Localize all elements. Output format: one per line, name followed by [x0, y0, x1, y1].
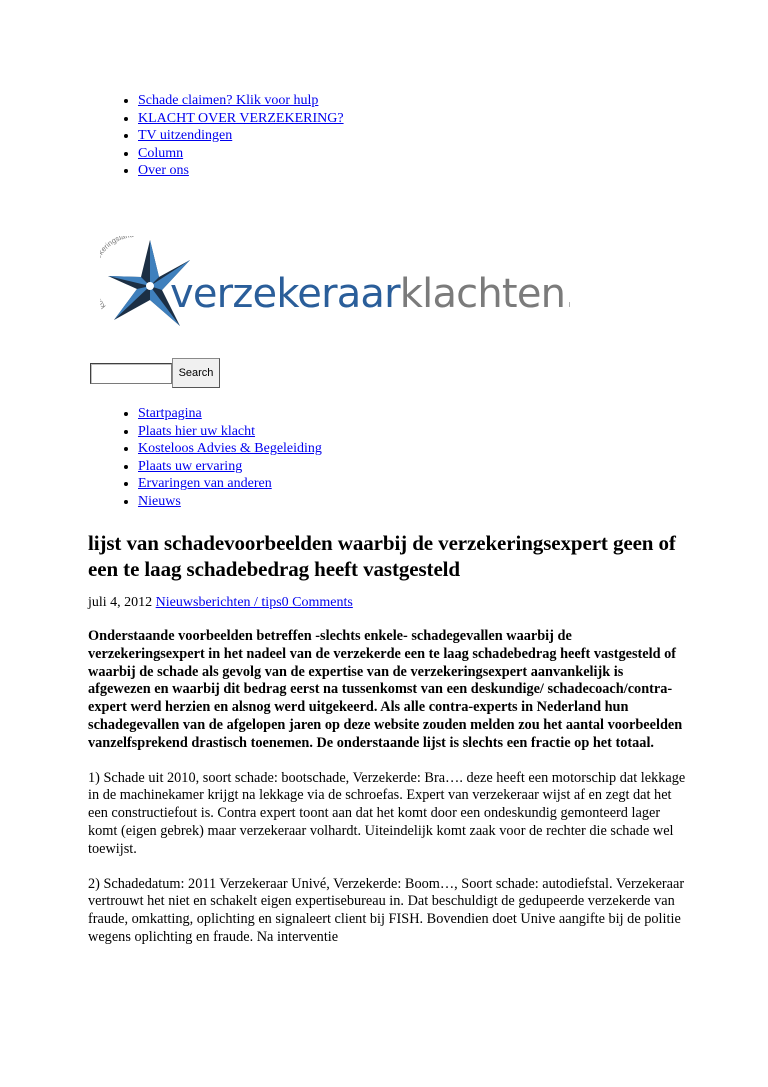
- main-nav-item-ervaring[interactable]: [138, 458, 500, 476]
- main-nav-link[interactable]: Startpagina: [138, 406, 202, 421]
- search-button[interactable]: Search: [172, 358, 220, 388]
- top-nav-item-column[interactable]: [138, 145, 500, 163]
- svg-text:verzekeraarklachten.nl: [170, 271, 570, 317]
- top-nav-link[interactable]: KLACHT OVER VERZEKERING?: [138, 110, 344, 126]
- article-meta: [88, 594, 688, 612]
- main-nav-item-ervaringen-anderen[interactable]: [138, 475, 500, 493]
- top-nav-link[interactable]: Column: [138, 145, 184, 161]
- top-nav-link[interactable]: TV uitzendingen: [138, 128, 233, 144]
- main-nav-item-advies[interactable]: [138, 440, 500, 458]
- site-logo[interactable]: [100, 236, 570, 328]
- top-nav-link[interactable]: Over ons: [138, 163, 189, 179]
- top-navigation: [0, 92, 500, 180]
- main-nav-item-startpagina[interactable]: [138, 405, 500, 423]
- top-nav-item-tv[interactable]: [138, 127, 500, 145]
- top-nav-item-schade-claimen[interactable]: [138, 92, 500, 110]
- main-nav-link[interactable]: Kosteloos Advies & Begeleiding: [138, 441, 322, 457]
- article-comments-link[interactable]: 0 Comments: [281, 595, 353, 610]
- main-nav-link[interactable]: Nieuws: [138, 493, 181, 509]
- top-nav-item-over-ons[interactable]: [138, 162, 500, 180]
- logo-text-main: verzekeraar: [170, 271, 400, 317]
- article-date: juli 4, 2012: [88, 595, 153, 610]
- main-nav-item-nieuws[interactable]: [138, 493, 500, 511]
- article-paragraph-2: 2) Schadedatum: 2011 Verzekeraar Univé, Verzekerde: Boom…, Soort schade: autodiefstal. Verzekeraar vertrouwt het niet en schakelt eigen expertisebureau in. Dat beschuldigt de gedupeerde verzekerde van fraude, omkatting, oplichting en signaleert client bij FISH. Bovendien doet Unive aangifte bij de politie wegens oplichting en fraude. Na interventie: [88, 875, 685, 945]
- logo-arc-text: [100, 236, 134, 311]
- main-nav-link[interactable]: Plaats hier uw klacht: [138, 423, 256, 439]
- article-category-link[interactable]: Nieuwsberichten / tips: [155, 595, 282, 610]
- main-nav-link[interactable]: Ervaringen van anderen: [138, 476, 272, 492]
- article-paragraph-1: 1) Schade uit 2010, soort schade: bootschade, Verzekerde: Bra…. deze heeft een motorschip dat lekkage in de machinekamer krijgt na lekkage via de schroefas. Expert van verzekeraar wijst af en zegt dat het een constructiefout is. Contra expert toont aan dat het komt door een ondeskundig gemonteerd lager komt (eigen gebrek) maar verzekeraar volhardt. Uiteindelijk komt zaak voor de rechter die schade wel toewijst.: [88, 769, 686, 857]
- logo-arc-textpath: ringsla: [101, 236, 127, 251]
- main-nav-link[interactable]: Plaats uw ervaring: [138, 458, 243, 474]
- main-nav-item-plaats-klacht[interactable]: [138, 423, 500, 441]
- article: [88, 530, 688, 947]
- article-lead: Onderstaande voorbeelden betreffen -slechts enkele- schadegevallen waarbij de verzekeringsexpert in het nadeel van de verzekerde een te laag schadebedrag heeft vastgesteld of waarbij de schade als gevolg van de expertise van de verzekeringsexpert aanvankelijk is afgewezen en waarbij dit bedrag eerst na tussenkomst van een deskundige/ schadecoach/contra-expert werd herzien en alsnog werd uitgekeerd. Als alle contra-experts in Nederland hun schadegevallen van de afgelopen jaren op deze website zouden melden zou het aantal voorbeelden vanzelfsprekend drastisch toenemen. De onderstaande lijst is slechts een fractie op het totaal.: [88, 628, 683, 751]
- article-title: lijst van schadevoorbeelden waarbij de verzekeringsexpert geen of een te laag schadebedrag heeft vastgesteld: [88, 531, 676, 581]
- search-input[interactable]: [90, 363, 172, 384]
- search-form: [90, 358, 220, 388]
- top-nav-item-klacht[interactable]: [138, 110, 500, 128]
- main-navigation: [0, 405, 500, 511]
- logo-text-second: klachten: [399, 271, 566, 317]
- top-nav-link[interactable]: Schade claimen? Klik voor hulp: [138, 93, 319, 108]
